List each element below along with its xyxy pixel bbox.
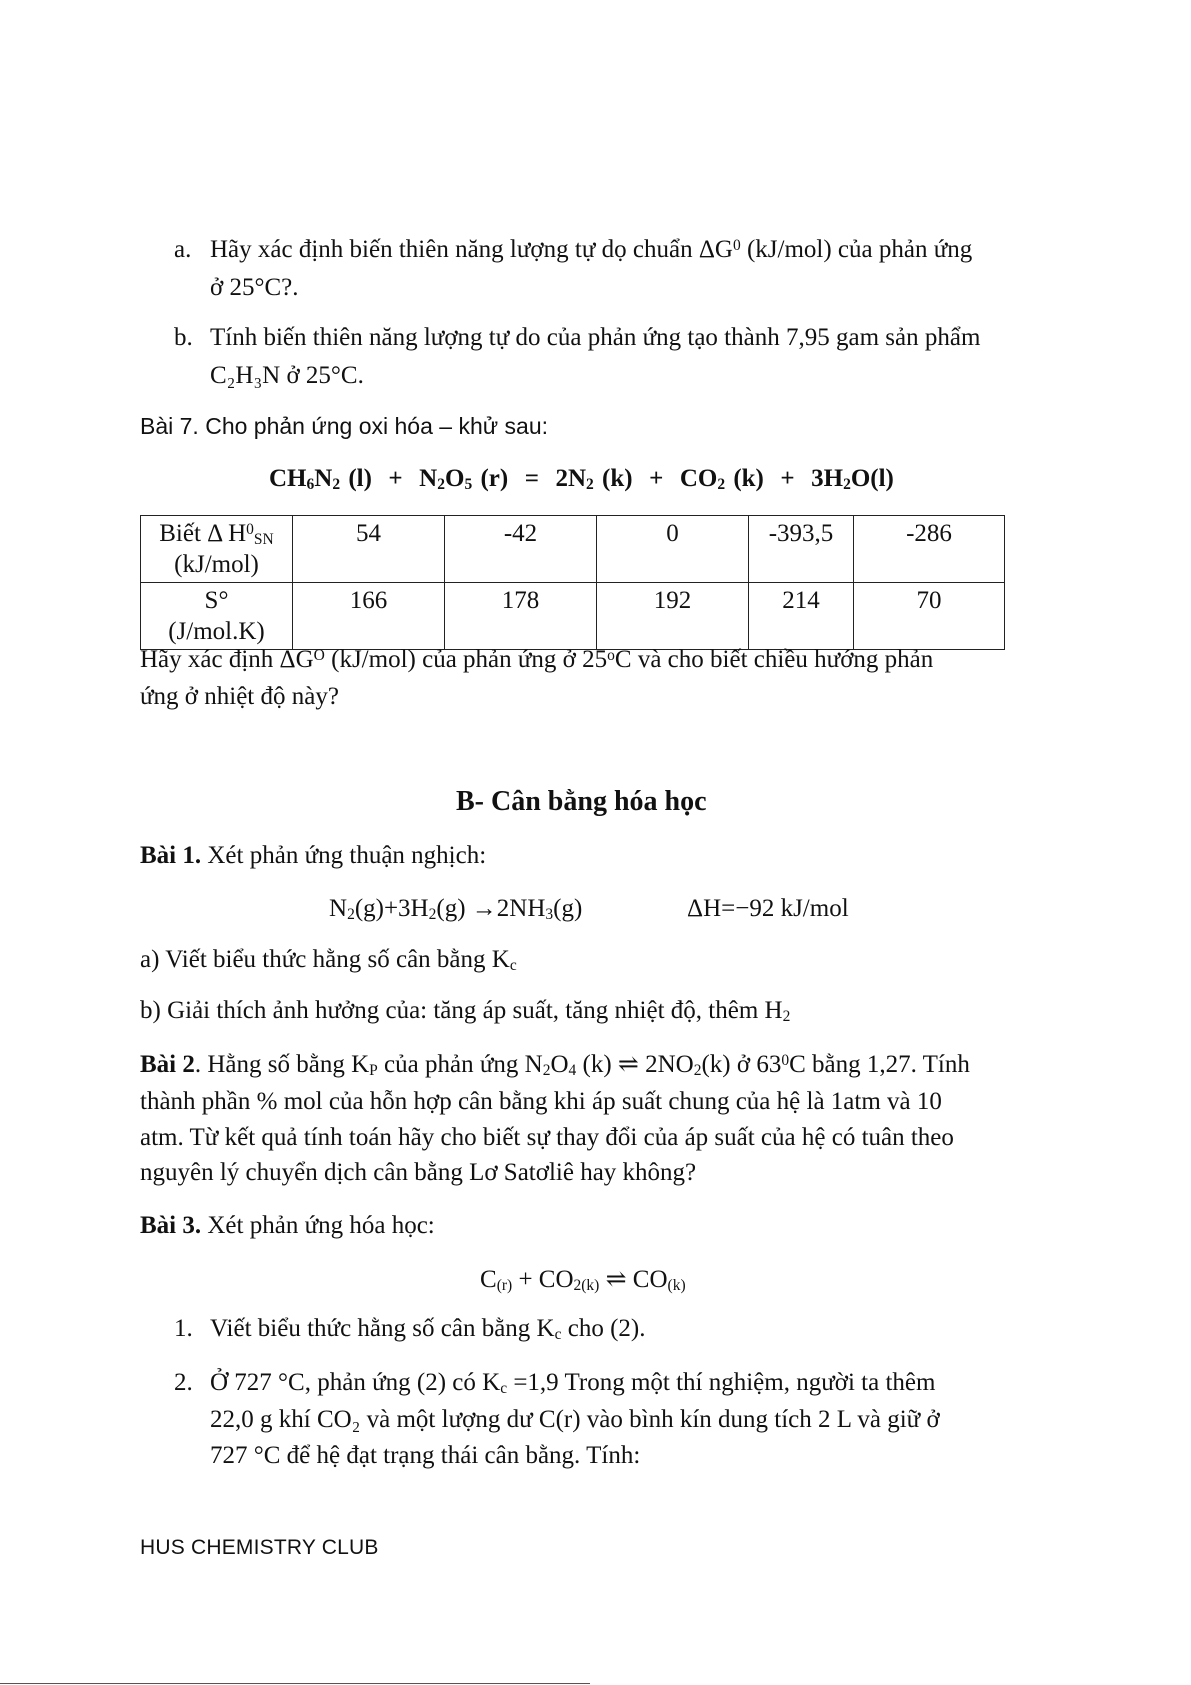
bai2-line3: atm. Từ kết quả tính toán hãy cho biết sự thay đổi của áp suất của hệ có tuân theo bbox=[140, 1124, 954, 1151]
bai3-item-2-line2: 22,0 g khí CO₂ và một lượng dư C(r) vào bình kín dung tích 2 L và giữ ở bbox=[210, 1406, 940, 1433]
item-marker-b: b. bbox=[174, 324, 193, 351]
bai1-item-b: b) Giải thích ảnh hưởng của: tăng áp suất, tăng nhiệt độ, thêm $H_2$ bbox=[140, 997, 791, 1025]
bai1-equation: $N_2(g)+3H_2(g) \to 2NH_3(g)$ bbox=[329, 895, 583, 923]
bai3-item-2-line3: 727 °C để hệ đạt trạng thái cân bằng. Tính: bbox=[210, 1442, 641, 1469]
table-cell: 0 bbox=[597, 516, 749, 583]
table-cell: 166 bbox=[293, 583, 445, 650]
bai1-item-a: a) Viết biểu thức hằng số cân bằng $K_c$ bbox=[140, 946, 517, 974]
bai7-title: Bài 7. Cho phản ứng oxi hóa – khử sau: bbox=[140, 413, 549, 439]
item-a-line2: ở 25°C?. bbox=[210, 274, 299, 301]
section-b-heading: B- Cân bằng hóa học bbox=[456, 786, 707, 817]
table-cell: 178 bbox=[445, 583, 597, 650]
table-row-entropy bbox=[141, 583, 1005, 650]
table-cell: 192 bbox=[597, 583, 749, 650]
bai2-line2: thành phần % mol của hỗn hợp cân bằng khi áp suất chung của hệ là 1atm và 10 bbox=[140, 1088, 942, 1115]
bai3-item-2-line1: Ở 727 °C, phản ứng (2) có $K_c =1,9$ Trong một thí nghiệm, người ta thêm bbox=[210, 1369, 936, 1397]
item-b-line2: C₂H₃N ở 25°C. bbox=[210, 362, 364, 389]
bai3-item-1: Viết biểu thức hằng số cân bằng $K_c$ cho (2). bbox=[210, 1315, 646, 1343]
table-cell: 54 bbox=[293, 516, 445, 583]
table-cell: -42 bbox=[445, 516, 597, 583]
page-footer: HUS CHEMISTRY CLUB bbox=[140, 1536, 379, 1559]
bai1-intro: Bài 1. Xét phản ứng thuận nghịch: bbox=[140, 842, 487, 869]
item-a-line1: Hãy xác định biến thiên năng lượng tự dọ chuẩn $\Delta G^0$ (kJ/mol) của phản ứng bbox=[210, 236, 973, 263]
table-cell: -286 bbox=[854, 516, 1005, 583]
bai2-line1: Bài 2. Hằng số bằng $K_P$ của phản ứng $N_2O_4$ (k) ⇌ $2NO_2(k)$ ở $63^0C$ bằng 1,27. Tính bbox=[140, 1051, 970, 1079]
item-marker-a: a. bbox=[174, 236, 192, 263]
table-cell: 70 bbox=[854, 583, 1005, 650]
table-cell-label: Biết Δ $H^0_{SN}$ (kJ/mol) bbox=[141, 516, 293, 583]
bai2-line4: nguyên lý chuyển dịch cân bằng Lơ Satơliê hay không? bbox=[140, 1159, 697, 1186]
bai7-question-line2: ứng ở nhiệt độ này? bbox=[140, 683, 339, 710]
table-cell: 214 bbox=[749, 583, 854, 650]
item-b-line1: Tính biến thiên năng lượng tự do của phản ứng tạo thành 7,95 gam sản phẩm bbox=[210, 324, 981, 351]
bai1-enthalpy: ΔH=−92 kJ/mol bbox=[687, 895, 849, 922]
bai3-equation: $C_{(r)} + CO_{2(k)}$ ⇌ $CO_{(k)}$ bbox=[480, 1266, 686, 1294]
bai3-intro: Bài 3. Xét phản ứng hóa học: bbox=[140, 1212, 435, 1239]
bai7-equation: $CH_6N_2$ $(l) + N_2O_5$ $(r) = 2N_2$ $(k) + CO_2$ $(k) + 3H_2O(l)$ bbox=[269, 465, 894, 493]
bai3-item-marker-1: 1. bbox=[174, 1315, 193, 1342]
bottom-divider bbox=[0, 1683, 590, 1684]
table-row-enthalpy bbox=[141, 516, 1005, 583]
bai3-item-marker-2: 2. bbox=[174, 1369, 193, 1396]
bai7-question-line1: Hãy xác định $\Delta G^O$ (kJ/mol) của phản ứng ở 25$^o$C và cho biết chiều hướng phản bbox=[140, 646, 934, 673]
thermo-data-table bbox=[140, 515, 1005, 650]
table-cell: -393,5 bbox=[749, 516, 854, 583]
table-cell-label: S° (J/mol.K) bbox=[141, 583, 293, 650]
